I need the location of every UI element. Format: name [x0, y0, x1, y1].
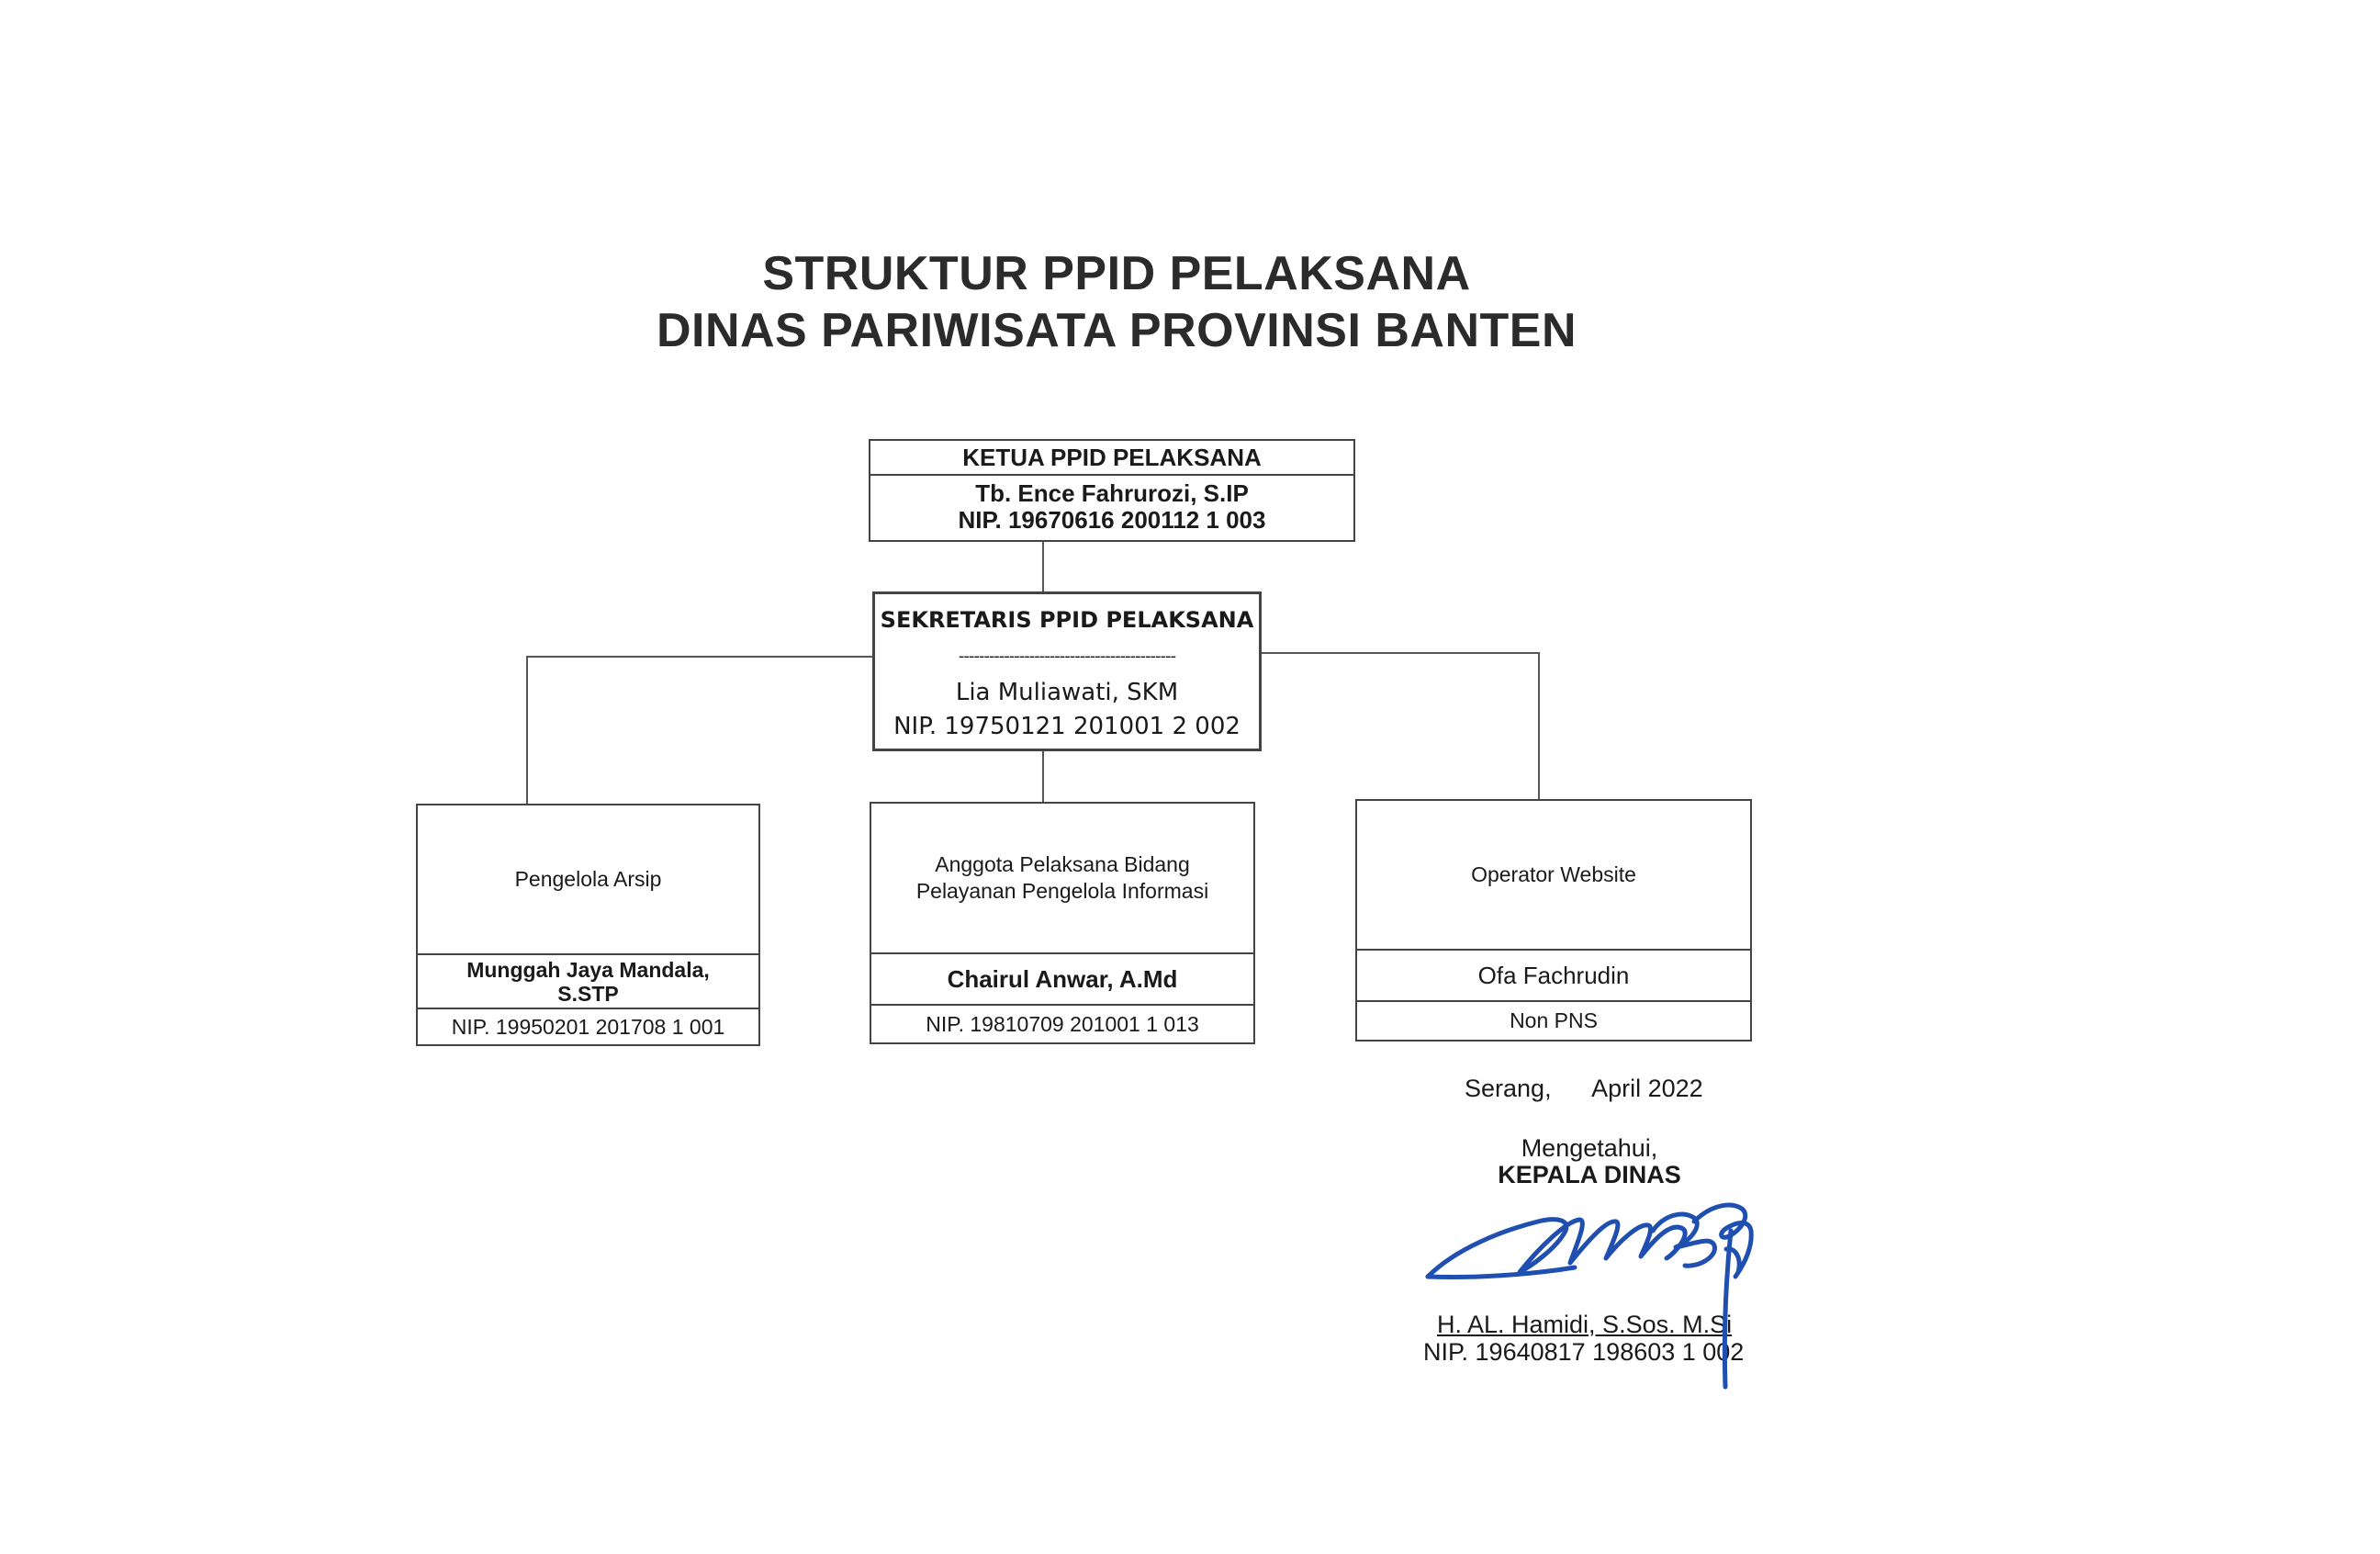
member-name: Munggah Jaya Mandala, S.STP [418, 953, 758, 1008]
member-name: Ofa Fachrudin [1357, 949, 1750, 1000]
ketua-nip: NIP. 19670616 200112 1 003 [958, 505, 1266, 534]
member-nip: Non PNS [1357, 1000, 1750, 1040]
connector-right-down [1538, 652, 1540, 800]
page-title-line1: STRUKTUR PPID PELAKSANA [762, 247, 1471, 300]
member-nip: NIP. 19950201 201708 1 001 [418, 1008, 758, 1044]
handwritten-signature [1419, 1194, 1768, 1396]
member-role: Operator Website [1471, 862, 1636, 886]
ketua-role: KETUA PPID PELAKSANA [870, 441, 1353, 476]
sekretaris-divider: ------------------------------------------- [958, 646, 1176, 666]
sekretaris-box [872, 591, 1262, 751]
connector-center-down [1042, 751, 1044, 803]
signatory-name: H. AL. Hamidi, S.Sos. M.Si [1437, 1311, 1733, 1338]
connector-ketua-sekretaris [1042, 540, 1044, 591]
signatory-nip: NIP. 19640817 198603 1 002 [1423, 1338, 1745, 1366]
connector-horizontal-left [526, 656, 873, 658]
signature-mengetahui: Mengetahui, [1521, 1134, 1658, 1162]
connector-horizontal-right [1261, 652, 1539, 654]
connector-left-down [526, 656, 528, 804]
member-role: Pengelola Arsip [514, 867, 662, 891]
member-box-operator-website [1355, 799, 1752, 1042]
signature-position: KEPALA DINAS [1498, 1161, 1681, 1188]
sekretaris-name: Lia Muliawati, SKM [955, 679, 1179, 706]
member-box-pengelola-arsip [416, 804, 760, 1046]
sekretaris-nip: NIP. 19750121 201001 2 002 [893, 713, 1241, 740]
sekretaris-role: SEKRETARIS PPID PELAKSANA [880, 607, 1254, 633]
member-nip: NIP. 19810709 201001 1 013 [871, 1004, 1253, 1042]
signature-place-date: Serang, April 2022 [1465, 1075, 1703, 1102]
ketua-box [869, 439, 1355, 542]
page-title-line2: DINAS PARIWISATA PROVINSI BANTEN [656, 304, 1577, 357]
member-role: Anggota Pelaksana Bidang Pelayanan Pengelola Informasi [915, 852, 1209, 903]
member-name: Chairul Anwar, A.Md [871, 952, 1253, 1004]
ketua-name: Tb. Ence Fahrurozi, S.IP [975, 479, 1249, 507]
member-box-anggota-pelaksana [870, 802, 1255, 1044]
